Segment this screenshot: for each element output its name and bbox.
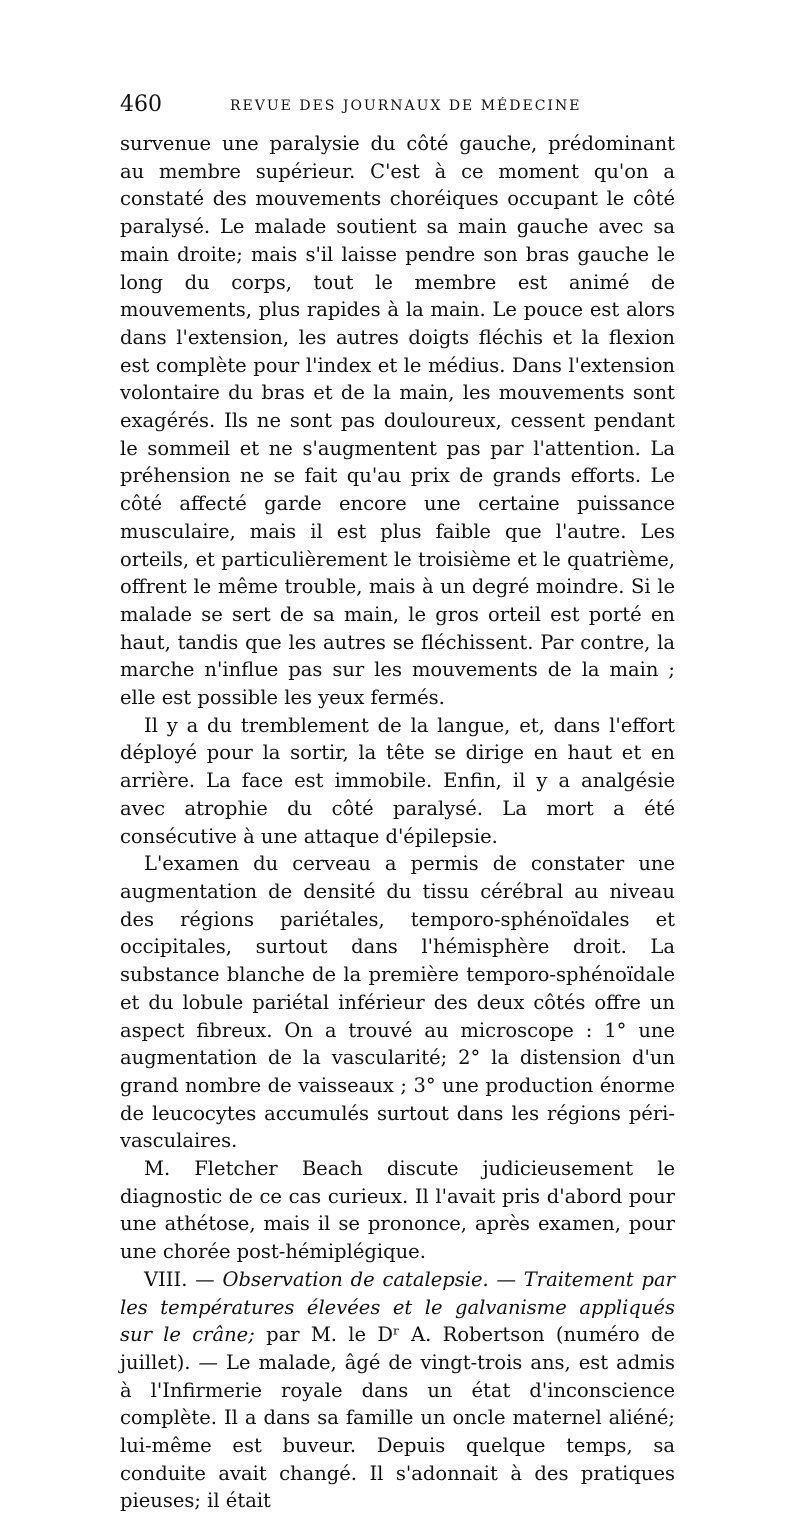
page-header bbox=[120, 92, 675, 124]
paragraph: survenue une paralysie du côté gauche, prédominant au membre supérieur. C'est à ce moment qu'on a constaté des mouvements choréiques occupant le côté paralysé. Le malade soutient sa main gauche avec sa main droite; mais s'il laisse pendre son bras gauche le long du corps, tout le membre est animé de mouvements, plus rapides à la main. Le pouce est alors dans l'extension, les autres doigts fléchis et la flexion est complète pour l'index et le médius. Dans l'extension volontaire du bras et de la main, les mouvements sont exagérés. Ils ne sont pas douloureux, cessent pendant le sommeil et ne s'augmentent pas par l'attention. La préhension ne se fait qu'au prix de grands efforts. Le côté affecté garde encore une certaine puissance musculaire, mais il est plus faible que l'autre. Les orteils, et particulièrement le troisième et le quatrième, offrent le même trouble, mais à un degré moindre. Si le malade se sert de sa main, le gros orteil est porté en haut, tandis que les autres se fléchissent. Par contre, la marche n'influe pas sur les mouvements de la main ; elle est possible les yeux fermés. bbox=[120, 132, 675, 710]
section-title: Observation de catalepsie. — Traitement par les températures élevées et le galvanisme appliqués sur le crâne; bbox=[120, 1267, 675, 1347]
paragraph: Il y a du tremblement de la langue, et, dans l'effort déployé pour la sortir, la tête se dirige en haut et en arrière. La face est immobile. Enfin, il y a analgésie avec atrophie du côté paralysé. La mort a été consécutive à une attaque d'épilepsie. bbox=[120, 713, 675, 848]
section-number: VIII. — bbox=[144, 1267, 223, 1291]
running-title: REVUE DES JOURNAUX DE MÉDECINE bbox=[230, 98, 582, 114]
page-number: 460 bbox=[120, 92, 162, 117]
book-page bbox=[120, 92, 675, 1515]
paragraph: L'examen du cerveau a permis de constater une augmentation de densité du tissu cérébral au niveau des régions pariétales, temporo-sphénoïdales et occipitales, surtout dans l'hémisphère droit. La substance blanche de la première temporo-sphénoïdale et du lobule pariétal inférieur des deux côtés offre un aspect fibreux. On a trouvé au microscope : 1° une augmentation de la vascularité; 2° la distension d'un grand nombre de vaisseaux ; 3° une production énorme de leucocytes accumulés surtout dans les régions péri-vasculaires. bbox=[120, 852, 675, 1153]
body-text bbox=[120, 130, 675, 1515]
section-viii-paragraph bbox=[120, 1266, 675, 1515]
paragraph: M. Fletcher Beach discute judicieusement le diagnostic de ce cas curieux. Il l'avait pris d'abord pour une athétose, mais il se prononce, après examen, pour une chorée post-hémiplégique. bbox=[120, 1157, 675, 1264]
section-byline: par M. le Dʳ A. Robertson (numéro de juillet). — bbox=[120, 1323, 675, 1374]
section-text: Le malade, âgé de vingt-trois ans, est admis à l'Infirmerie royale dans un état d'inconscience complète. Il a dans sa famille un oncle maternel aliéné; lui-même est buveur. Depuis quelque temps, sa conduite avait changé. Il s'adonnait à des pratiques pieuses; il était bbox=[120, 1350, 675, 1513]
